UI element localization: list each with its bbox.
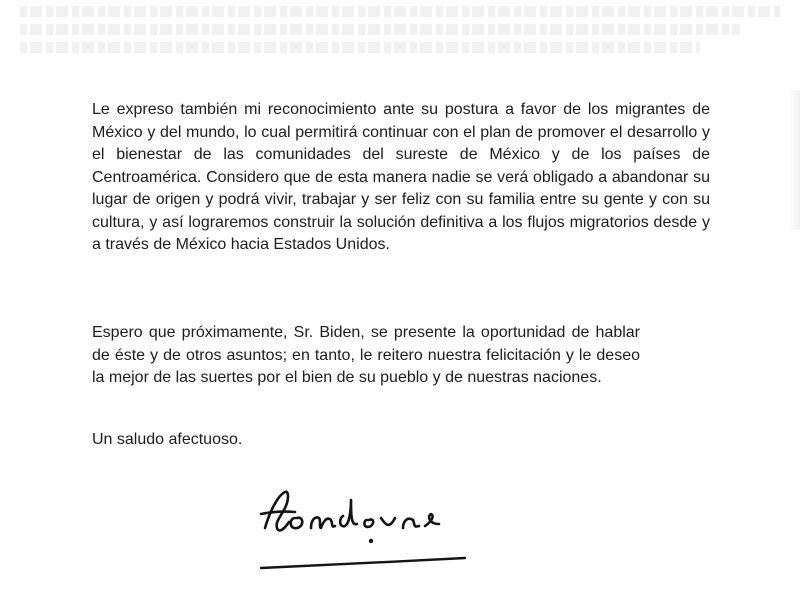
show-through-line xyxy=(20,42,700,53)
letter-paragraph-2: Espero que próximamente, Sr. Biden, se presente la oportunidad de hablar de éste y de otros asuntos; en tanto, le reitero nuestra felicitación y le deseo la mejor de las suertes por el bien de su pueblo y de nuestras naciones. xyxy=(92,324,640,386)
handwritten-signature xyxy=(255,478,480,578)
show-through-text xyxy=(0,0,800,70)
show-through-line xyxy=(20,6,780,17)
letter-paragraph-1: Le expreso también mi reconocimiento ante su postura a favor de los migrantes de México y del mundo, lo cual permitirá continuar con el plan de promover el desarrollo y el bienestar de las comunidades del sureste de México y de los países de Centroamérica. Considero que de esta manera nadie se verá obligado a abandonar su lugar de origen y podrá vivir, trabajar y ser feliz con su familia entre su gente y con su cultura, y así lograremos construir la solución definitiva a los flujos migratorios desde y a través de México hacia Estados Unidos. xyxy=(92,101,710,253)
page-edge-shadow xyxy=(790,90,800,230)
show-through-line xyxy=(20,24,740,35)
letter-closing: Un saludo afectuoso. xyxy=(92,431,243,448)
